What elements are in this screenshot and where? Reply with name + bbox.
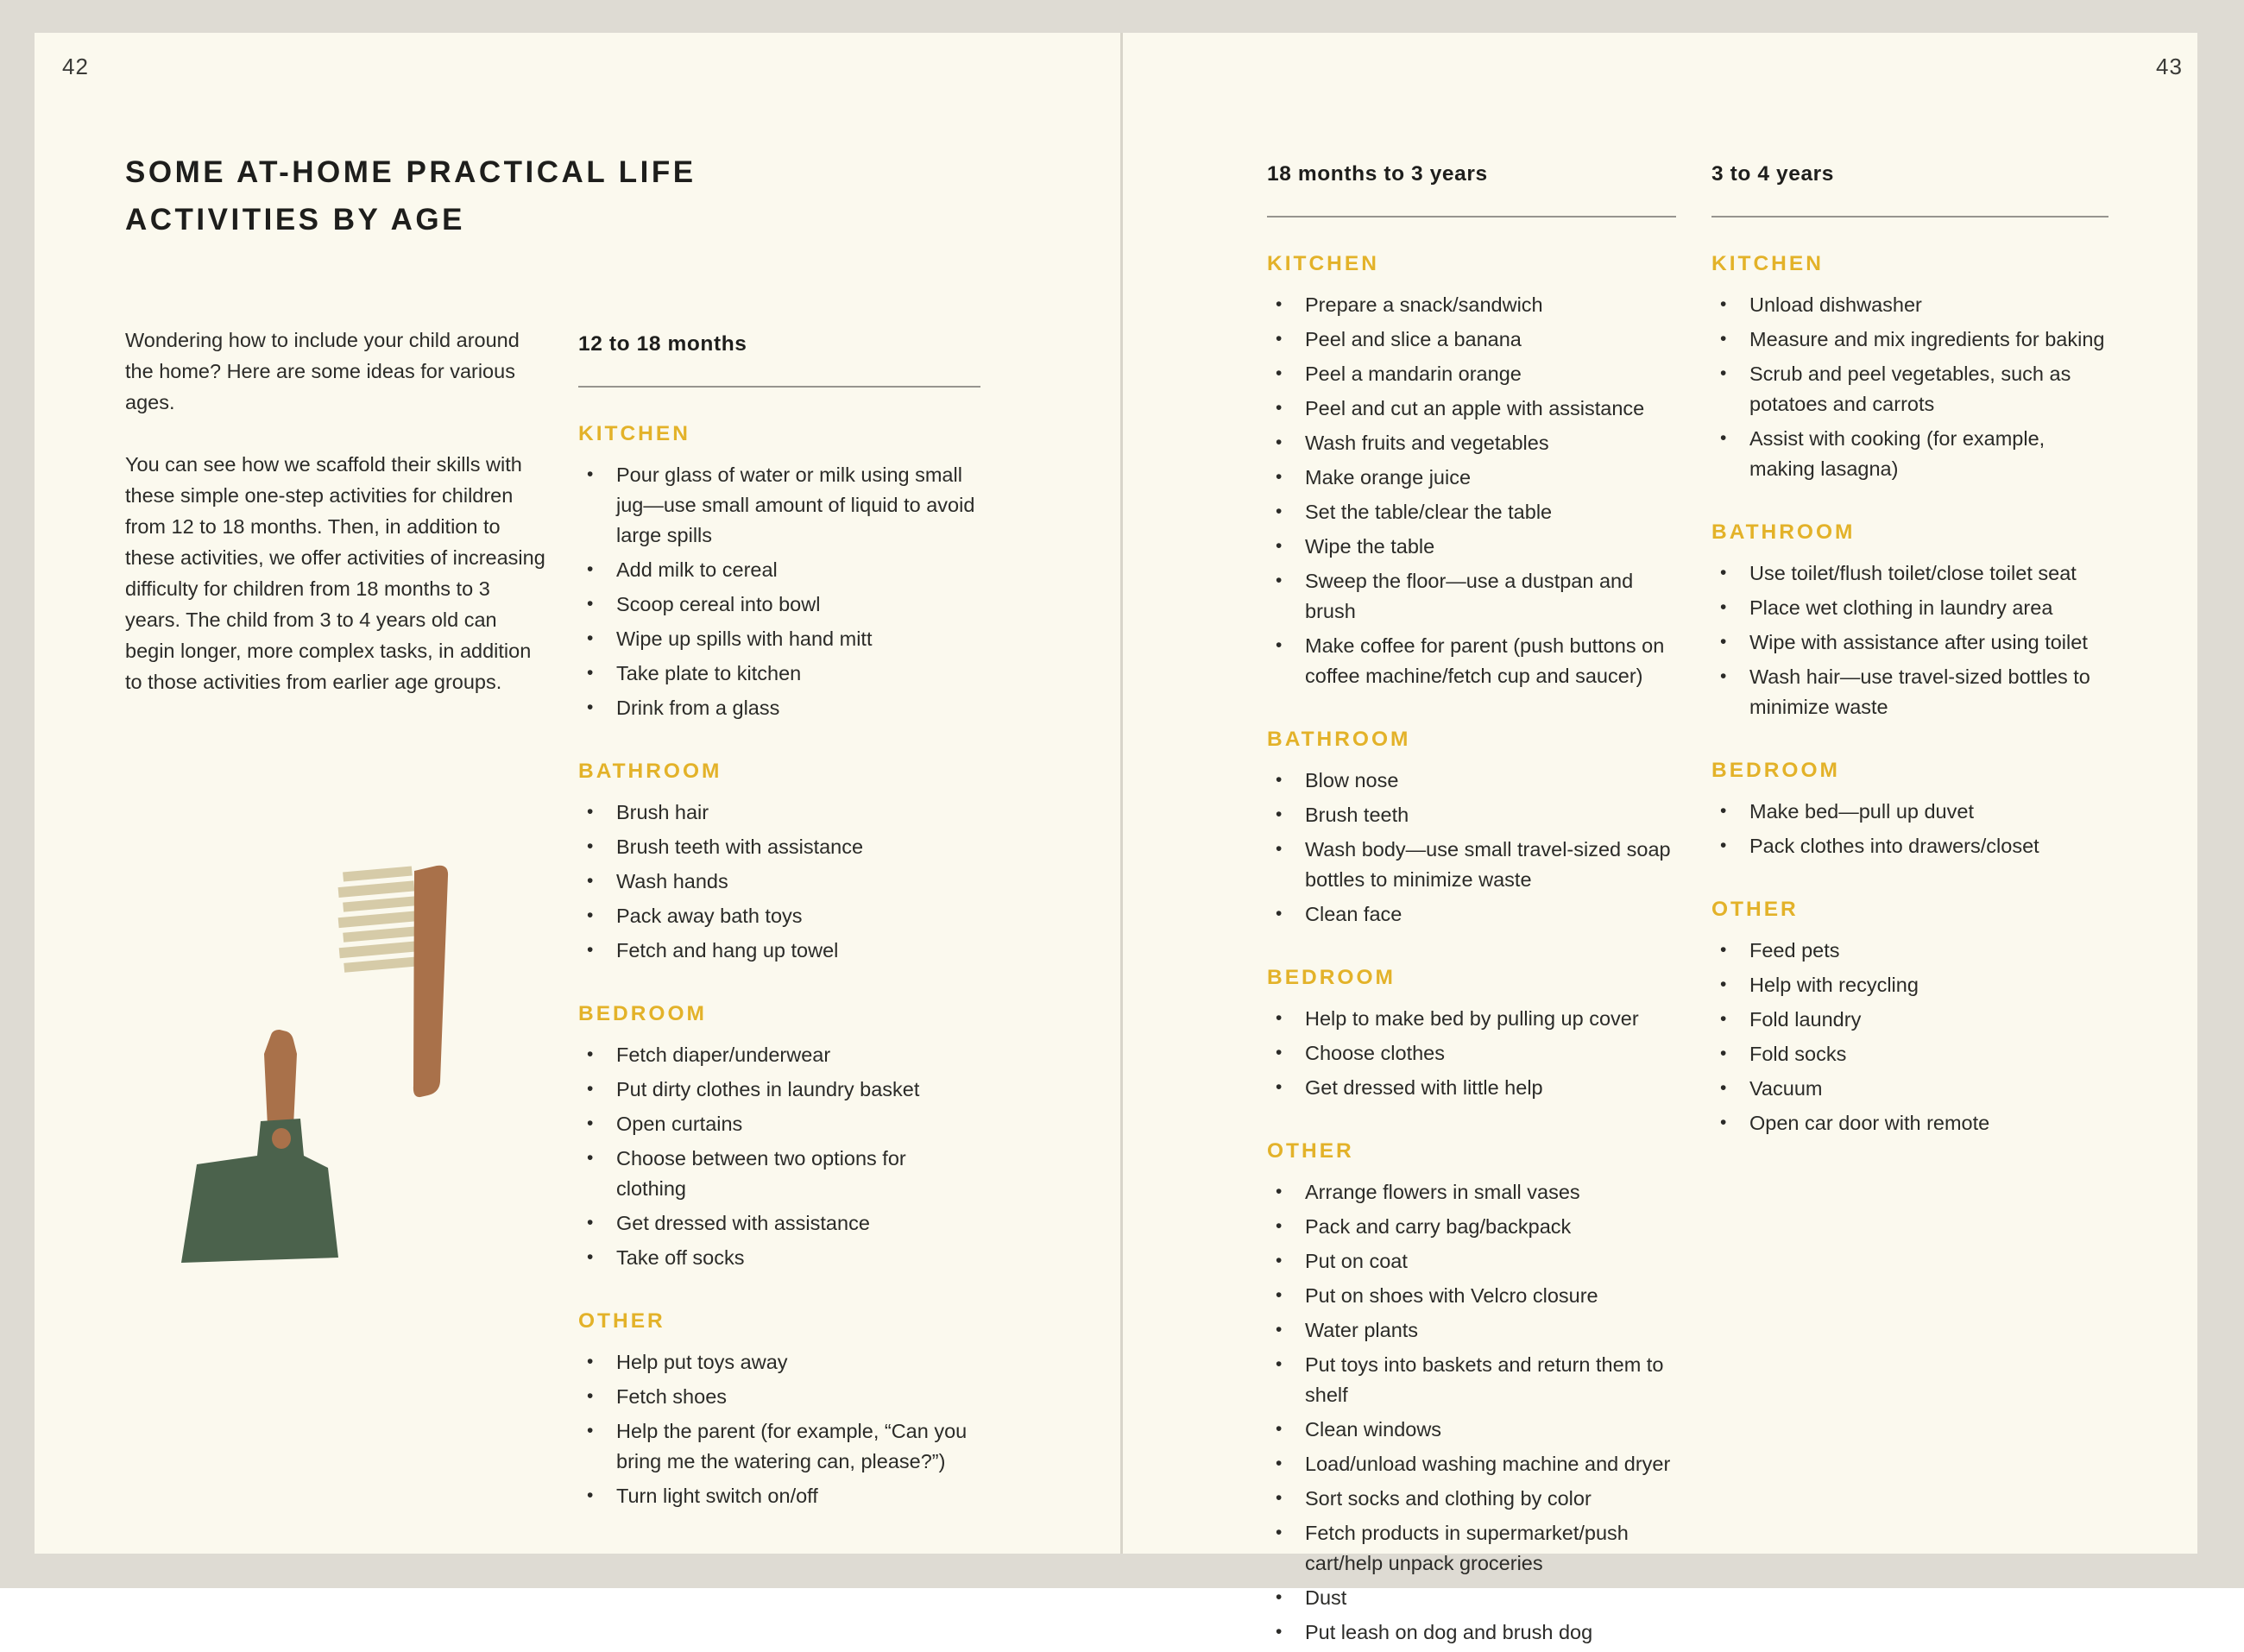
- intro-paragraph-1: Wondering how to include your child around the home? Here are some ideas for various ages.: [125, 329, 520, 413]
- activity-item: • Wipe up spills with hand mitt: [578, 624, 980, 654]
- activity-item: • Arrange flowers in small vases: [1267, 1177, 1676, 1207]
- activity-list: [578, 1347, 980, 1511]
- activity-list: [1267, 1004, 1676, 1103]
- activity-item: • Scrub and peel vegetables, such as potatoes and carrots: [1711, 359, 2108, 419]
- section-list: [1711, 252, 2108, 1138]
- activity-list: [1711, 290, 2108, 484]
- activity-item: • Make bed—pull up duvet: [1711, 797, 2108, 827]
- activity-item: • Put leash on dog and brush dog: [1267, 1617, 1676, 1648]
- activity-item: • Wash body—use small travel-sized soap bottles to minimize waste: [1267, 835, 1676, 895]
- hand-brush-icon: [332, 866, 448, 1097]
- brush-bristles-icon: [332, 866, 422, 973]
- activity-item: • Put toys into baskets and return them to shelf: [1267, 1350, 1676, 1410]
- activity-item: • Blow nose: [1267, 766, 1676, 796]
- activity-item: • Help put toys away: [578, 1347, 980, 1378]
- page-number-right: 43: [2156, 54, 2183, 79]
- activity-item: • Dust: [1267, 1583, 1676, 1613]
- dustpan-icon: [181, 1030, 338, 1263]
- column-rule: [1267, 216, 1676, 218]
- activity-item: • Take off socks: [578, 1243, 980, 1273]
- activity-item: • Open car door with remote: [1711, 1108, 2108, 1138]
- activity-item: • Peel and cut an apple with assistance: [1267, 394, 1676, 424]
- activity-item: • Water plants: [1267, 1315, 1676, 1346]
- activity-item: • Brush hair: [578, 798, 980, 828]
- activity-list: [578, 798, 980, 966]
- age-heading: 18 months to 3 years: [1267, 162, 1488, 186]
- activity-item: • Load/unload washing machine and dryer: [1267, 1449, 1676, 1479]
- activity-item: • Measure and mix ingredients for baking: [1711, 325, 2108, 355]
- age-column-18-months-to-3-years: [1267, 162, 1676, 1652]
- activity-item: • Drink from a glass: [578, 693, 980, 723]
- brush-handle-icon: [413, 866, 448, 1097]
- column-rule: [1711, 216, 2108, 218]
- activity-item: • Fetch products in supermarket/push cart/help unpack groceries: [1267, 1518, 1676, 1579]
- activity-item: • Use toilet/flush toilet/close toilet seat: [1711, 558, 2108, 589]
- intro-text: [125, 325, 550, 728]
- activity-list: [1267, 766, 1676, 930]
- activity-item: • Scoop cereal into bowl: [578, 590, 980, 620]
- activity-item: • Fetch shoes: [578, 1382, 980, 1412]
- activity-item: • Clean face: [1267, 899, 1676, 930]
- intro-paragraph-2: You can see how we scaffold their skills with these simple one-step activities for children from 12 to 18 months. Then, in addition to these activities, we offer activities of increasing difficulty for children from 18 months to 3 years. The child from 3 to 4 years old can begin longer, more complex tasks, in addition to those activities from earlier age groups.: [125, 453, 545, 693]
- activity-item: • Make coffee for parent (push buttons on coffee machine/fetch cup and saucer): [1267, 631, 1676, 691]
- activity-item: • Fold socks: [1711, 1039, 2108, 1069]
- section-list: [1267, 252, 1676, 1648]
- age-heading: 12 to 18 months: [578, 332, 747, 356]
- activity-list: [578, 1040, 980, 1273]
- section-title: KITCHEN: [1711, 252, 1824, 275]
- section-title: BEDROOM: [578, 1002, 707, 1025]
- activity-item: • Clean windows: [1267, 1415, 1676, 1445]
- activity-item: • Get dressed with little help: [1267, 1073, 1676, 1103]
- activity-item: • Sweep the floor—use a dustpan and brush: [1267, 566, 1676, 627]
- activity-item: • Open curtains: [578, 1109, 980, 1139]
- activity-list: [1267, 290, 1676, 691]
- column-rule: [578, 386, 980, 388]
- activity-item: • Put dirty clothes in laundry basket: [578, 1075, 980, 1105]
- activity-item: • Pack away bath toys: [578, 901, 980, 931]
- section-title: KITCHEN: [578, 422, 690, 445]
- activity-item: • Wipe the table: [1267, 532, 1676, 562]
- section-title: BEDROOM: [1711, 759, 1840, 782]
- activity-item: • Assist with cooking (for example, making lasagna): [1711, 424, 2108, 484]
- activity-item: • Vacuum: [1711, 1074, 2108, 1104]
- section-title: BEDROOM: [1267, 966, 1396, 989]
- activity-item: • Put on shoes with Velcro closure: [1267, 1281, 1676, 1311]
- page-gutter-divider: [1120, 33, 1123, 1554]
- activity-item: • Place wet clothing in laundry area: [1711, 593, 2108, 623]
- activity-list: [578, 460, 980, 723]
- section-title: OTHER: [578, 1309, 665, 1333]
- page-number-left: 42: [62, 54, 89, 79]
- activity-item: • Pack clothes into drawers/closet: [1711, 831, 2108, 861]
- activity-item: • Fetch and hang up towel: [578, 936, 980, 966]
- activity-item: • Fetch diaper/underwear: [578, 1040, 980, 1070]
- activity-list: [1711, 797, 2108, 861]
- activity-item: • Peel and slice a banana: [1267, 325, 1676, 355]
- section-title: OTHER: [1711, 898, 1799, 921]
- activity-list: [1267, 1177, 1676, 1648]
- page-title-line2: ACTIVITIES BY AGE: [125, 203, 465, 236]
- activity-item: • Prepare a snack/sandwich: [1267, 290, 1676, 320]
- activity-item: • Help to make bed by pulling up cover: [1267, 1004, 1676, 1034]
- activity-item: • Put on coat: [1267, 1246, 1676, 1277]
- activity-item: • Feed pets: [1711, 936, 2108, 966]
- activity-item: • Sort socks and clothing by color: [1267, 1484, 1676, 1514]
- activity-item: • Help with recycling: [1711, 970, 2108, 1000]
- activity-item: • Wash hair—use travel-sized bottles to minimize waste: [1711, 662, 2108, 722]
- activity-item: • Brush teeth: [1267, 800, 1676, 830]
- activity-item: • Peel a mandarin orange: [1267, 359, 1676, 389]
- activity-item: • Wash fruits and vegetables: [1267, 428, 1676, 458]
- open-book-pages: [35, 33, 2197, 1643]
- section-title: BATHROOM: [578, 760, 722, 783]
- section-title: BATHROOM: [1267, 728, 1411, 751]
- activity-item: • Pack and carry bag/backpack: [1267, 1212, 1676, 1242]
- section-title: OTHER: [1267, 1139, 1354, 1163]
- age-column-3-to-4-years: [1711, 162, 2108, 1143]
- dustpan-rivet-icon: [272, 1128, 291, 1149]
- activity-item: • Turn light switch on/off: [578, 1481, 980, 1511]
- activity-item: • Get dressed with assistance: [578, 1208, 980, 1239]
- activity-list: [1711, 558, 2108, 722]
- dustpan-and-brush-illustration: [164, 850, 570, 1394]
- activity-item: • Fold laundry: [1711, 1005, 2108, 1035]
- activity-item: • Wash hands: [578, 867, 980, 897]
- activity-item: • Set the table/clear the table: [1267, 497, 1676, 527]
- age-column-12-to-18-months: [578, 332, 980, 1516]
- activity-list: [1711, 936, 2108, 1138]
- page-title: [125, 148, 697, 243]
- section-title: KITCHEN: [1267, 252, 1379, 275]
- activity-item: • Add milk to cereal: [578, 555, 980, 585]
- activity-item: • Help the parent (for example, “Can you bring me the watering can, please?”): [578, 1416, 980, 1477]
- activity-item: • Pour glass of water or milk using small jug—use small amount of liquid to avoid large spills: [578, 460, 980, 551]
- activity-item: • Brush teeth with assistance: [578, 832, 980, 862]
- activity-item: • Make orange juice: [1267, 463, 1676, 493]
- activity-item: • Choose clothes: [1267, 1038, 1676, 1069]
- dustpan-body-icon: [181, 1119, 338, 1263]
- activity-item: • Wipe with assistance after using toilet: [1711, 627, 2108, 658]
- section-title: BATHROOM: [1711, 520, 1856, 544]
- activity-item: • Take plate to kitchen: [578, 659, 980, 689]
- activity-item: • Unload dishwasher: [1711, 290, 2108, 320]
- activity-item: • Choose between two options for clothing: [578, 1144, 980, 1204]
- dustpan-handle-icon: [264, 1030, 297, 1126]
- page-title-line1: SOME AT-HOME PRACTICAL LIFE: [125, 155, 697, 189]
- age-heading: 3 to 4 years: [1711, 162, 1835, 186]
- section-list: [578, 422, 980, 1511]
